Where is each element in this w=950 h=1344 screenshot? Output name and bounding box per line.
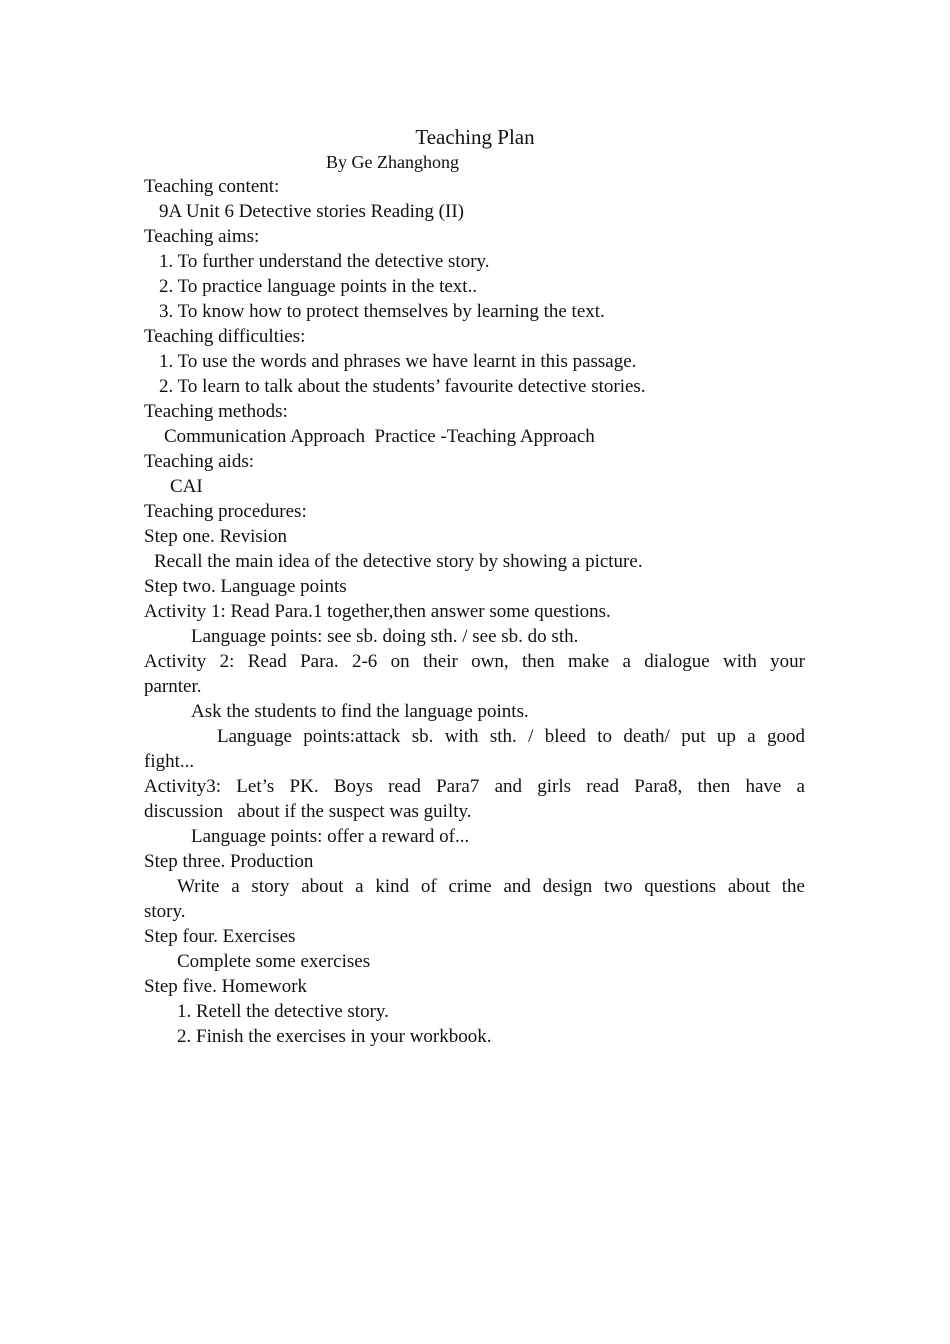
section-heading-difficulties: Teaching difficulties:	[144, 326, 306, 347]
homework-item: 2. Finish the exercises in your workbook.	[177, 1026, 492, 1047]
language-points: Language points: offer a reward of...	[191, 826, 470, 847]
difficulty-item: 2. To learn to talk about the students’ favourite detective stories.	[159, 376, 646, 397]
activity-text: discussion about if the suspect was guilty.	[144, 801, 472, 822]
aim-item: 3. To know how to protect themselves by learning the text.	[159, 301, 605, 322]
methods-item: Communication Approach Practice -Teaching Approach	[164, 426, 595, 447]
document-title: Teaching Plan	[415, 125, 535, 149]
step-text: Recall the main idea of the detective story by showing a picture.	[154, 551, 643, 572]
document-author: By Ge Zhanghong	[326, 152, 459, 172]
section-heading-methods: Teaching methods:	[144, 401, 288, 422]
section-heading-content: Teaching content:	[144, 176, 280, 197]
homework-item: 1. Retell the detective story.	[177, 1001, 389, 1022]
activity-text: parnter.	[144, 676, 202, 697]
activity-text: Activity 2: Read Para. 2-6 on their own, then make a dialogue with your	[144, 651, 805, 672]
step-heading: Step four. Exercises	[144, 926, 296, 947]
step-heading: Step five. Homework	[144, 976, 308, 997]
activity-text: Activity 1: Read Para.1 together,then answer some questions.	[144, 601, 611, 622]
aim-item: 1. To further understand the detective story.	[159, 251, 490, 272]
step-heading: Step two. Language points	[144, 576, 347, 597]
aim-item: 2. To practice language points in the text..	[159, 276, 478, 297]
step-heading: Step three. Production	[144, 851, 314, 872]
step-text: Complete some exercises	[177, 951, 371, 972]
activity-text: Activity3: Let’s PK. Boys read Para7 and girls read Para8, then have a	[144, 776, 805, 797]
activity-instruction: Ask the students to find the language points.	[191, 701, 529, 722]
aids-item: CAI	[170, 476, 203, 497]
step-text: story.	[144, 901, 186, 922]
section-heading-procedures: Teaching procedures:	[144, 501, 307, 522]
language-points: Language points:attack sb. with sth. / bleed to death/ put up a good	[217, 726, 805, 747]
document-body	[144, 174, 805, 1049]
step-heading: Step one. Revision	[144, 526, 288, 547]
difficulty-item: 1. To use the words and phrases we have learnt in this passage.	[159, 351, 637, 372]
language-points: fight...	[144, 751, 195, 772]
content-item: 9A Unit 6 Detective stories Reading (II)	[159, 201, 464, 222]
section-heading-aids: Teaching aids:	[144, 451, 254, 472]
language-points: Language points: see sb. doing sth. / see sb. do sth.	[191, 626, 579, 647]
section-heading-aims: Teaching aims:	[144, 226, 260, 247]
step-text: Write a story about a kind of crime and design two questions about the	[177, 876, 805, 897]
